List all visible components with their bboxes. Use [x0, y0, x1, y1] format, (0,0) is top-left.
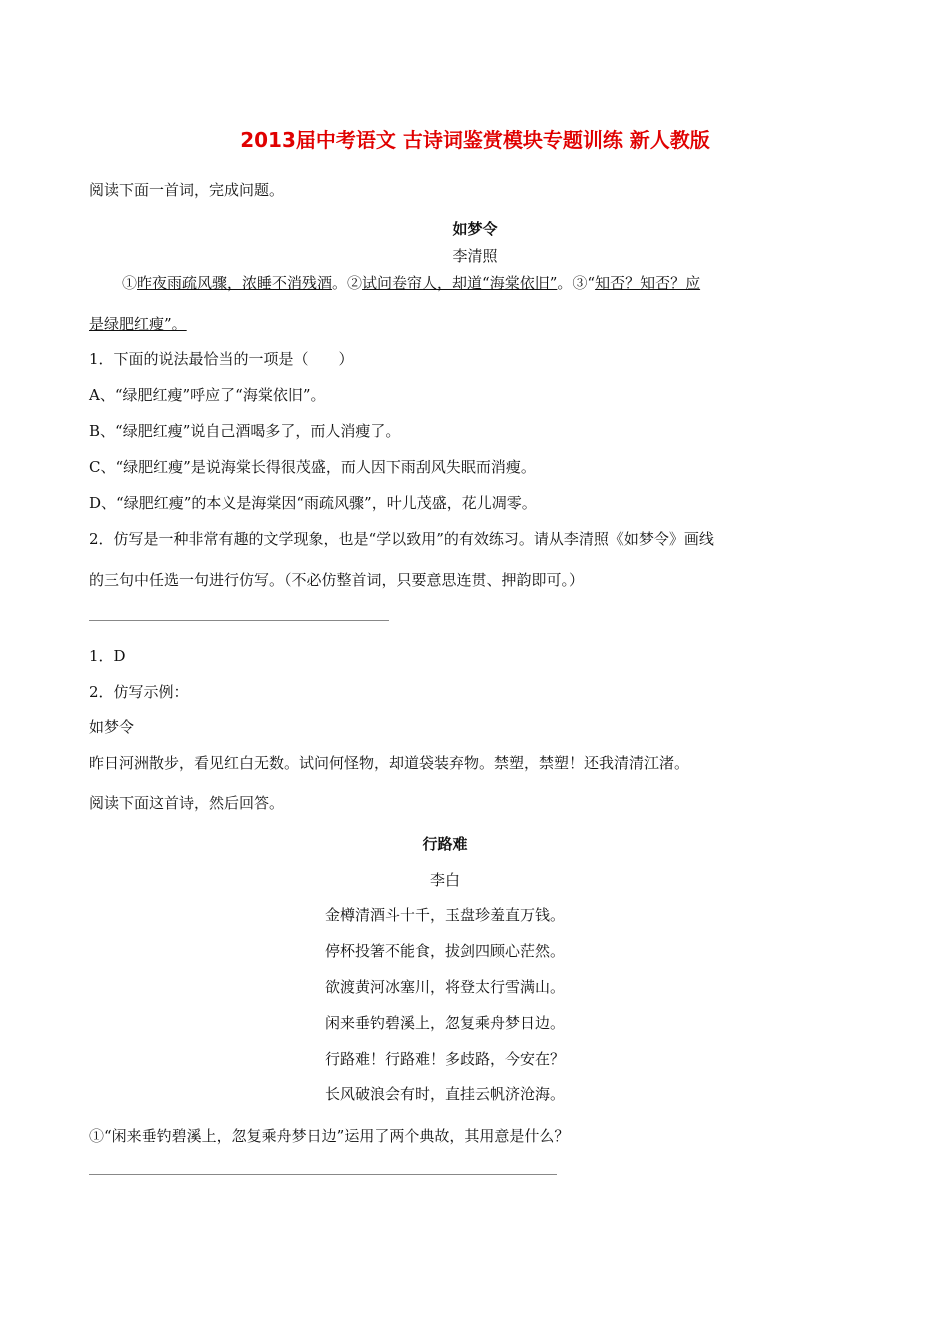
question-1: 1．下面的说法最恰当的一项是（ ） [89, 350, 354, 368]
poem2-line: 行路难！行路难！多歧路，今安在？ [324, 1050, 565, 1068]
option-a: A、“绿肥红瘦”呼应了“海棠依旧”。 [89, 386, 326, 404]
section2-question-1: ①“闲来垂钓碧溪上，忽复乘舟梦日边”运用了两个典故，其用意是什么？ [89, 1127, 570, 1145]
section2-intro: 阅读下面这首诗，然后回答。 [89, 794, 285, 812]
circle-number-3: 。③“ [557, 274, 596, 292]
poem2-line: 长风破浪会有时，直挂云帆济沧海。 [324, 1085, 565, 1103]
poem2-line: 停杯投箸不能食，拔剑四顾心茫然。 [324, 942, 565, 960]
question-2-line1: 2．仿写是一种非常有趣的文学现象，也是“学以致用”的有效练习。请从李清照《如梦令》画线 [89, 530, 714, 548]
circle-number-2: 。② [332, 274, 363, 292]
question-2-line2: 的三句中任选一句进行仿写。（不必仿整首词，只要意思连贯、押韵即可。） [89, 571, 585, 589]
answer-blank-line [89, 1174, 557, 1175]
answer-2: 2．仿写示例： [89, 683, 189, 701]
poem1-line2: 是绿肥红瘦”。 [89, 315, 187, 333]
option-b: B、“绿肥红瘦”说自己酒喝多了，而人消瘦了。 [89, 422, 401, 440]
answer-blank-line [89, 620, 389, 621]
option-c: C、“绿肥红瘦”是说海棠长得很茂盛，而人因下雨刮风失眠而消瘦。 [89, 458, 536, 476]
answer-1: 1．D [89, 647, 126, 665]
poem2-author: 李白 [429, 871, 460, 889]
circle-number-1: ① [122, 274, 138, 292]
answer-2-text: 昨日河洲散步，看见红白无数。试问何怪物，却道袋装弃物。禁塑，禁塑！还我清清江渚。 [89, 754, 690, 772]
section1-intro: 阅读下面一首词，完成问题。 [89, 181, 285, 199]
underlined-sentence-1: 昨夜雨疏风骤，浓睡不消残酒 [137, 274, 333, 292]
poem2-line: 金樽清酒斗十千，玉盘珍羞直万钱。 [324, 906, 565, 924]
poem2-title: 行路难 [422, 835, 468, 853]
answer-2-title: 如梦令 [89, 718, 135, 736]
poem2-line: 闲来垂钓碧溪上，忽复乘舟梦日边。 [324, 1014, 565, 1032]
poem1-line1 [122, 272, 700, 293]
underlined-sentence-3: 知否？知否？应 [595, 274, 701, 292]
option-d: D、“绿肥红瘦”的本义是海棠因“雨疏风骤”，叶儿茂盛，花儿凋零。 [89, 494, 537, 512]
poem1-author: 李清照 [452, 247, 498, 265]
underlined-sentence-2: 试问卷帘人，却道“海棠依旧” [362, 274, 558, 292]
document-title: 2013届中考语文 古诗词鉴赏模块专题训练 新人教版 [240, 128, 710, 152]
poem2-line: 欲渡黄河冰塞川，将登太行雪满山。 [324, 978, 565, 996]
poem1-title: 如梦令 [452, 220, 498, 238]
